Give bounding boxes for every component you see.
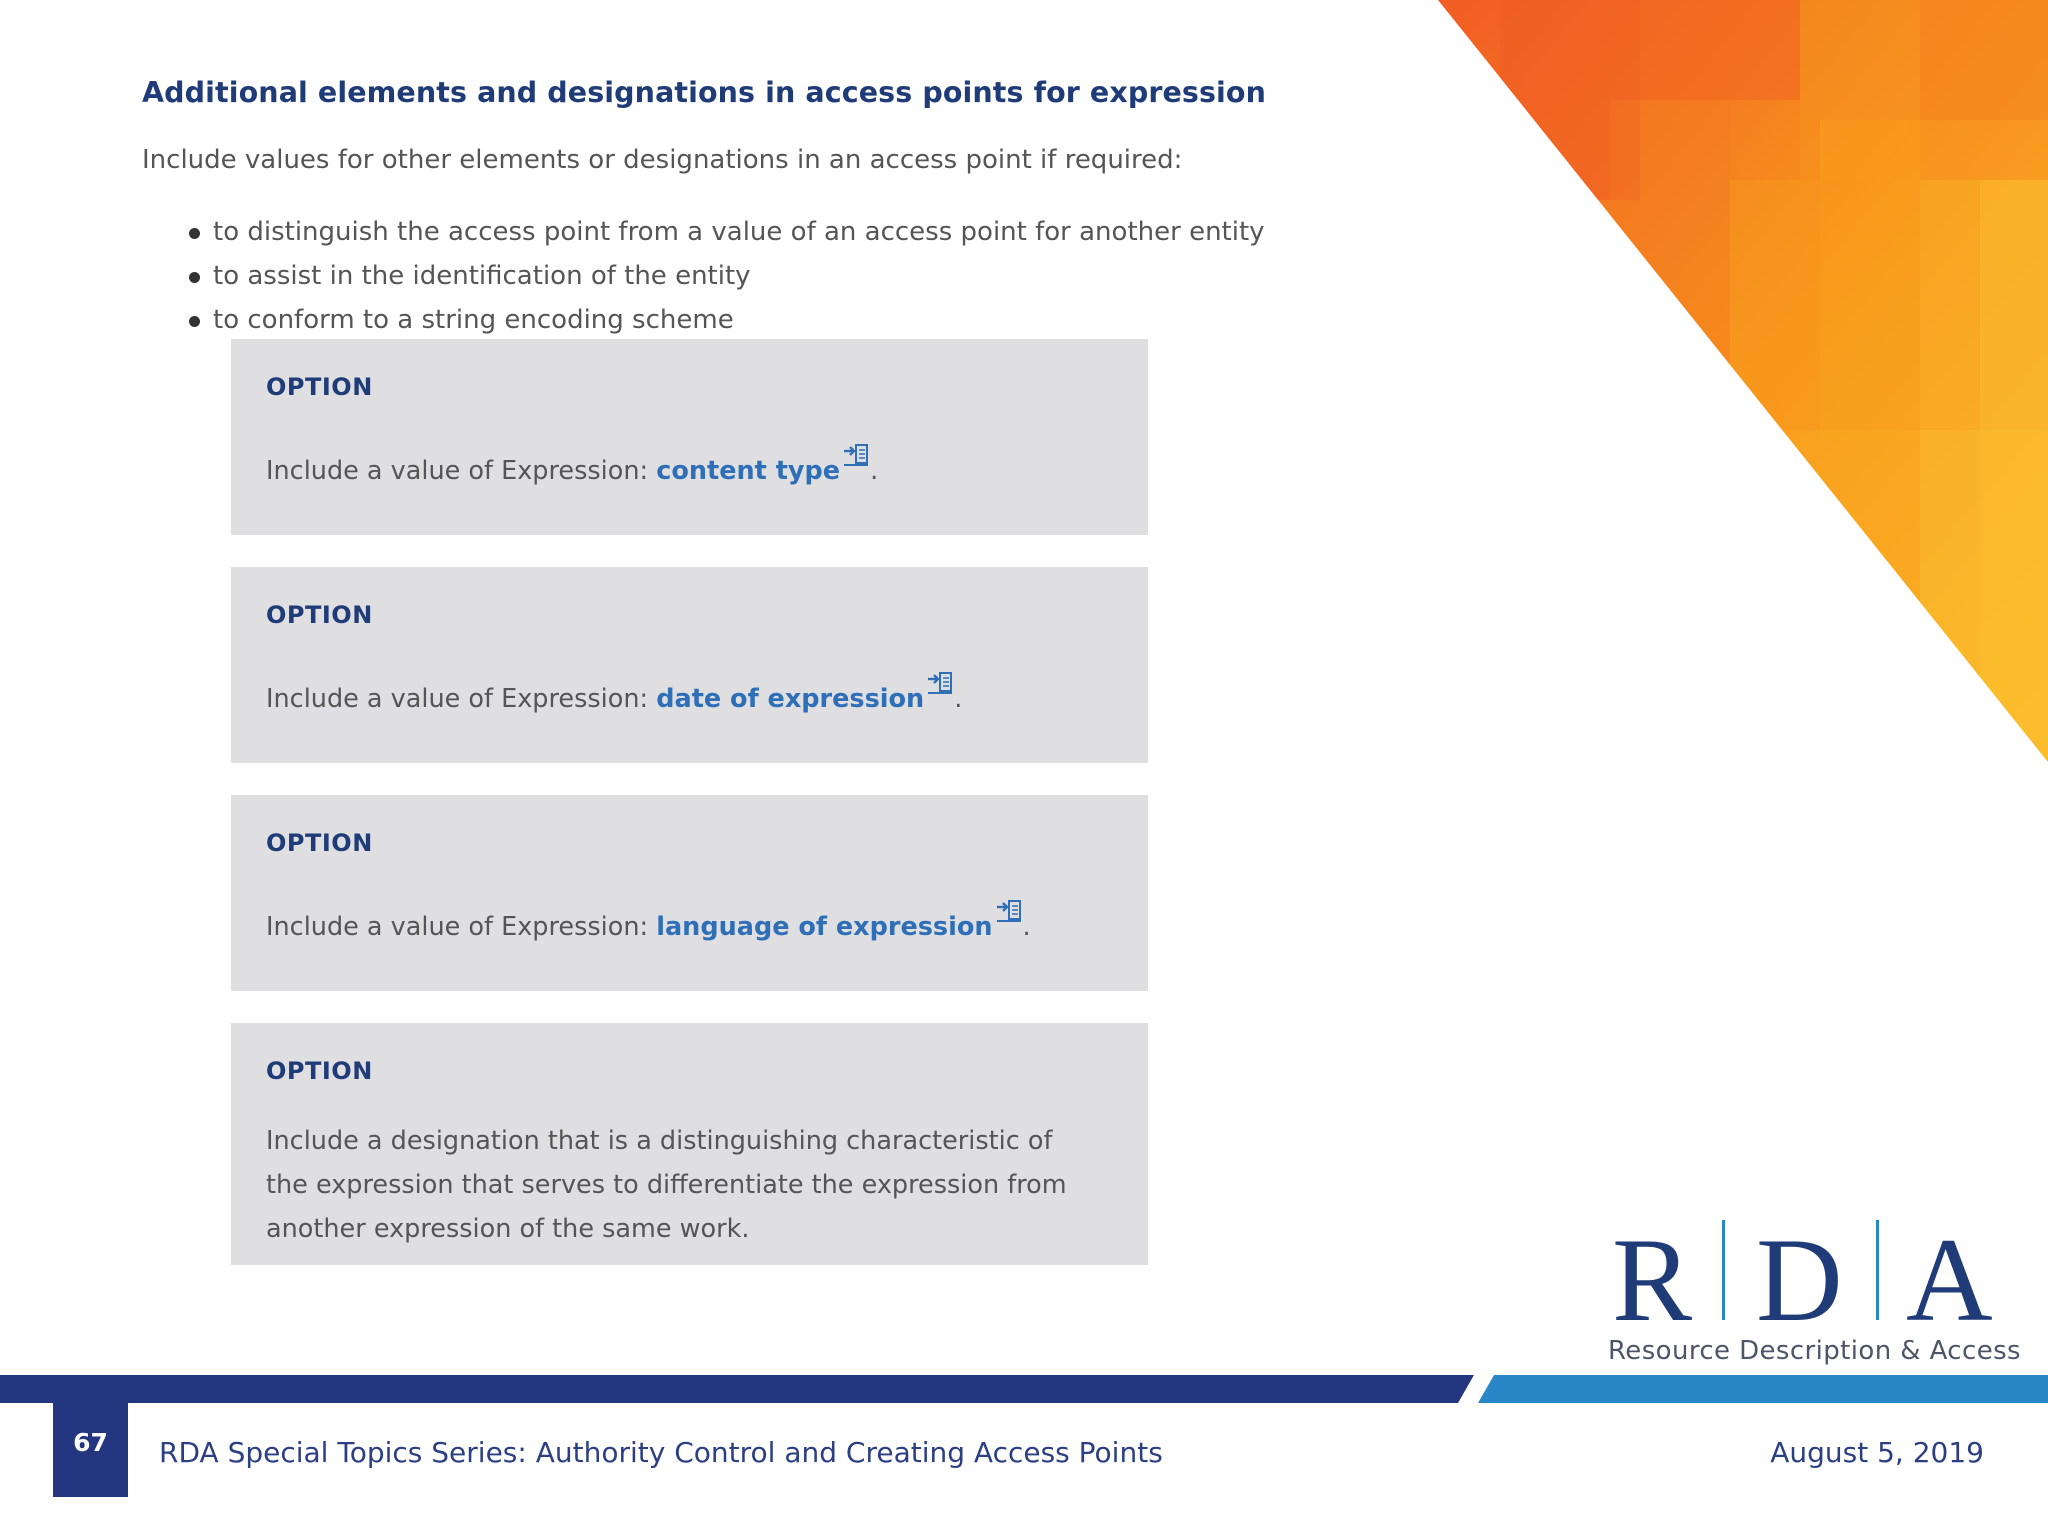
footer-bar-light — [1478, 1375, 2048, 1403]
content-type-link[interactable]: content type — [656, 456, 841, 486]
option-box-content-type — [231, 339, 1148, 535]
option-box-language-of-expression — [231, 795, 1148, 991]
footer-bar-dark — [0, 1375, 1474, 1403]
condition-list — [186, 210, 1265, 342]
option-text: Include a designation that is a distinguishing characteristic of the expression that serves to differentiate the expression from another expression of the same work. — [266, 1126, 1067, 1244]
external-link-icon[interactable] — [842, 443, 870, 467]
external-link-icon[interactable] — [926, 671, 954, 695]
bullet-dot-icon — [189, 272, 200, 283]
option-prefix: Include a value of Expression: — [266, 456, 657, 486]
external-link-icon[interactable] — [995, 899, 1023, 923]
logo-divider — [1876, 1220, 1879, 1320]
list-item-text: to conform to a string encoding scheme — [213, 305, 734, 335]
option-text — [266, 671, 962, 714]
logo-caption: Resource Description & Access — [1608, 1336, 2021, 1366]
option-label: OPTION — [266, 1057, 373, 1085]
page-number: 67 — [73, 1428, 108, 1457]
rda-logo — [1604, 1215, 2004, 1330]
list-item — [186, 210, 1265, 254]
option-label: OPTION — [266, 601, 373, 629]
option-text — [266, 443, 878, 486]
date-of-expression-link[interactable]: date of expression — [656, 684, 925, 714]
logo-letter-a: A — [1906, 1215, 1993, 1330]
bullet-dot-icon — [189, 228, 200, 239]
list-item-text: to assist in the identification of the entity — [213, 261, 751, 291]
footer-date: August 5, 2019 — [1770, 1436, 1984, 1469]
option-suffix: . — [1022, 912, 1031, 942]
option-box-date-of-expression — [231, 567, 1148, 763]
list-item-text: to distinguish the access point from a value of an access point for another entity — [213, 217, 1265, 247]
option-prefix: Include a value of Expression: — [266, 912, 657, 942]
logo-letter-d: D — [1756, 1215, 1843, 1330]
option-label: OPTION — [266, 373, 373, 401]
page-heading: Additional elements and designations in access points for expression — [142, 76, 1266, 109]
option-prefix: Include a value of Expression: — [266, 684, 657, 714]
option-suffix: . — [870, 456, 879, 486]
language-of-expression-link[interactable]: language of expression — [656, 912, 993, 942]
logo-divider — [1722, 1220, 1725, 1320]
option-text — [266, 899, 1031, 942]
intro-text: Include values for other elements or designations in an access point if required: — [142, 145, 1183, 175]
logo-letter-r: R — [1612, 1215, 1693, 1330]
list-item — [186, 298, 1265, 342]
option-label: OPTION — [266, 829, 373, 857]
bullet-dot-icon — [189, 316, 200, 327]
decorative-corner-graphic — [1420, 0, 2048, 770]
list-item — [186, 254, 1265, 298]
option-box-designation — [231, 1023, 1148, 1265]
option-suffix: . — [954, 684, 963, 714]
footer-title: RDA Special Topics Series: Authority Control and Creating Access Points — [159, 1436, 1163, 1469]
